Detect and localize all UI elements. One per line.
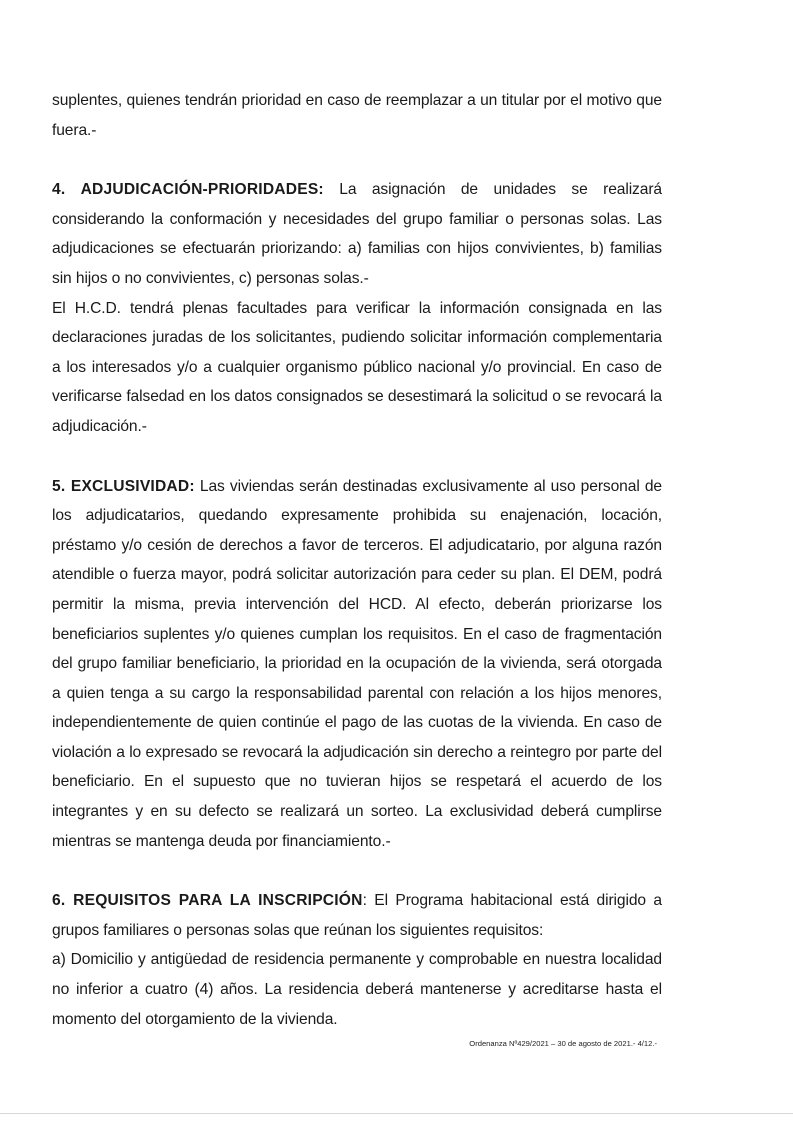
- section-6-body: : El Programa habitacional está dirigido a grupos familiares o personas solas que reúnan los siguientes requisitos:: [52, 892, 662, 939]
- section-4-heading: 4. ADJUDICACIÓN-PRIORIDADES:: [52, 181, 324, 199]
- scan-edge-line: [0, 1113, 793, 1114]
- page-footer: Ordenanza Nº429/2021 – 30 de agosto de 2021.- 4/12.-: [469, 1039, 657, 1048]
- paragraph-gap: [52, 442, 662, 472]
- section-5-body: Las viviendas serán destinadas exclusivamente al uso personal de los adjudicatarios, quedando expresamente prohibida su enajenación, locación, préstamo y/o cesión de derechos a favor de terceros. El adjudicatario, por alguna razón atendible o fuerza mayor, podrá solicitar autorización para ceder su plan. El DEM, podrá permitir la misma, previa intervención del HCD. Al efecto, deberán priorizarse los beneficiarios suplentes y/o quienes cumplan los requisitos. En el caso de fragmentación del grupo familiar beneficiario, la prioridad en la ocupación de la vivienda, será otorgada a quien tenga a su cargo la responsabilidad parental con relación a los hijos menores, independientemente de quien continúe el pago de las cuotas de la vivienda. En caso de violación a lo expresado se revocará la adjudicación sin derecho a reintegro por parte del beneficiario. En el supuesto que no tuvieran hijos se respetará el acuerdo de los integrantes y en su defecto se realizará un sorteo. La exclusividad deberá cumplirse mientras se mantenga deuda por financiamiento.-: [52, 477, 662, 850]
- section-4-paragraph: [52, 175, 662, 293]
- paragraph-gap: [52, 856, 662, 886]
- section-6-paragraph: [52, 886, 662, 945]
- intro-paragraph: suplentes, quienes tendrán prioridad en caso de reemplazar a un titular por el motivo que fuera.-: [52, 92, 662, 139]
- section-5-heading: 5. EXCLUSIVIDAD:: [52, 477, 195, 495]
- paragraph-gap: [52, 145, 662, 175]
- section-6-heading: 6. REQUISITOS PARA LA INSCRIPCIÓN: [52, 892, 363, 910]
- section-6-item-a: a) Domicilio y antigüedad de residencia permanente y comprobable en nuestra localidad no inferior a cuatro (4) años. La residencia deberá mantenerse y acreditarse hasta el momento del otorgamiento de la vivienda.: [52, 951, 662, 1028]
- section-4-paragraph-2: El H.C.D. tendrá plenas facultades para verificar la información consignada en las declaraciones juradas de los solicitantes, pudiendo solicitar información complementaria a los interesados y/o a cualquier organismo público nacional y/o provincial. En caso de verificarse falsedad en los datos consignados se desestimará la solicitud o se revocará la adjudicación.-: [52, 299, 662, 435]
- document-body: [52, 86, 662, 1034]
- section-5-paragraph: [52, 472, 662, 857]
- section-4-body: La asignación de unidades se realizará considerando la conformación y necesidades del grupo familiar o personas solas. Las adjudicaciones se efectuarán priorizando: a) familias con hijos convivientes, b) familias sin hijos o no convivientes, c) personas solas.-: [52, 181, 662, 287]
